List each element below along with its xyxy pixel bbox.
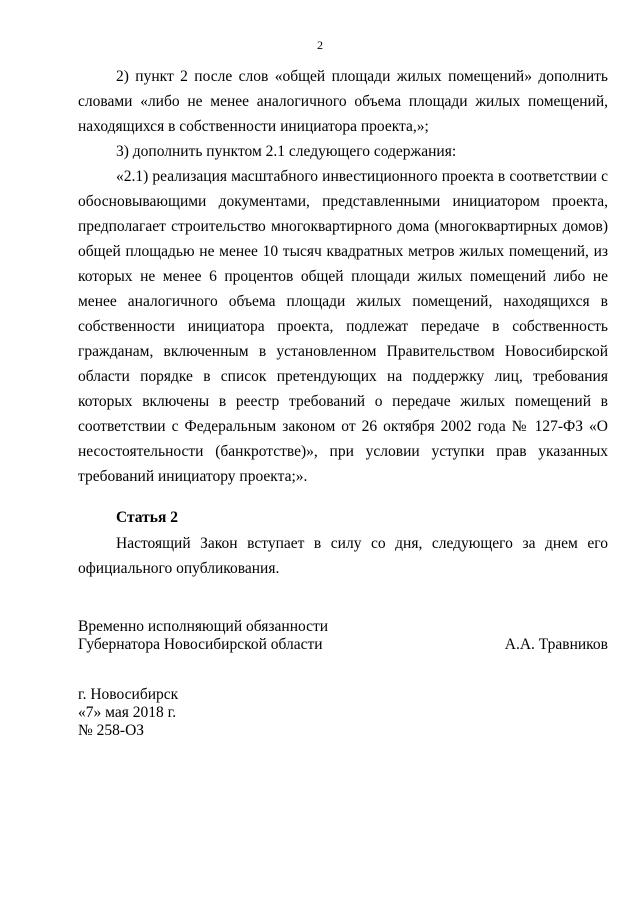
signatory-name: А.А. Травников (504, 636, 608, 653)
place-date-block (78, 686, 178, 740)
date: «7» мая 2018 г. (78, 704, 177, 721)
paragraph-item-2: 2) пункт 2 после слов «общей площади жилых помещений» дополнить словами «либо не менее аналогичного объема площади жилых помещений, находящихся в собственности инициатора проекта,»; (78, 68, 608, 135)
law-number: № 258-ОЗ (78, 722, 145, 739)
article-text: Настоящий Закон вступает в силу со дня, следующего за днем его официального опубликования. (78, 535, 608, 577)
article-heading: Статья 2 (116, 509, 178, 526)
page-number: 2 (317, 38, 323, 52)
city: г. Новосибирск (78, 686, 179, 703)
document-body (78, 64, 608, 489)
paragraph-item-3: 3) дополнить пунктом 2.1 следующего содержания: (116, 143, 457, 160)
paragraph-point-2-1: «2.1) реализация масштабного инвестиционного проекта в соответствии с обосновывающими документами, представленными инициатором проекта, предполагает строительство многоквартирного дома (многоквартирных домов) общей площадью не менее 10 тысяч квадратных метров жилых помещений, из которых не менее 6 процентов общей площади жилых помещений либо не менее аналогичного объема площади жилых помещений, находящихся в собственности инициатора проекта, подлежат передаче в собственность гражданам, включенным в установленном Правительством Новосибирской области порядке в список претендующих на поддержку лиц, требования которых включены в реестр требований о передаче жилых помещений в соответствии с Федеральным законом от 26 октября 2002 года № 127-ФЗ «О несостоятельности (банкротстве)», при условии уступки прав указанных требований инициатору проекта;». (78, 168, 608, 485)
signature-title-line1: Временно исполняющий обязанности (78, 618, 329, 635)
signature-title-line2: Губернатора Новосибирской области (78, 636, 323, 653)
article-body (78, 531, 608, 581)
